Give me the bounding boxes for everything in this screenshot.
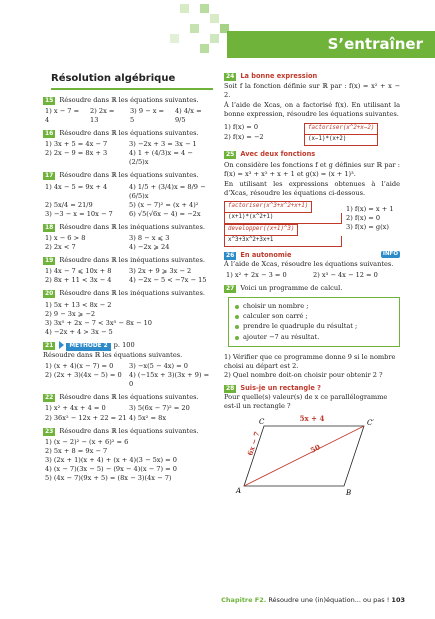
item: 3) 9 − x = 5 [129, 106, 165, 124]
item: 3) 5(6x − 7)² = 20 [129, 404, 190, 413]
label-diagonal: 50 [308, 442, 322, 455]
chapter-info [221, 596, 405, 605]
item: 2) 8x + 11 < 3x − 4 [45, 276, 112, 285]
exercise-24 [224, 72, 400, 146]
program-step: choisir un nombre ; [235, 302, 393, 311]
chapter-text: Résoudre une (in)équation... ou pas ! [268, 596, 390, 604]
exercise-28 [224, 384, 400, 504]
exercise-number: 16 [45, 130, 54, 138]
exercise-text: Résoudre dans ℝ les équations suivantes. [59, 129, 199, 138]
exercise-16 [43, 129, 213, 167]
program-step: calculer son carré ; [235, 312, 393, 321]
exercise-text: Résoudre dans ℝ les équations suivantes. [59, 426, 199, 435]
item: 4) 1 + (4/3)x = 4 − (2/5)x [129, 149, 193, 167]
exercise-number: 27 [226, 285, 235, 293]
exercise-number: 22 [45, 394, 54, 402]
exercise-number: 19 [45, 257, 54, 265]
question: 1) f(x) = 0 [224, 123, 259, 132]
program-step: ajouter −7 au résultat. [235, 333, 393, 342]
item: 3) (2x + 1)(x + 4) + (x + 4)(3 − 5x) = 0 [45, 455, 177, 464]
exercise-title: Suis-je un rectangle ? [240, 383, 321, 392]
exercise-26 [224, 251, 400, 280]
exercise-text: À l’aide de Xcas, on a factorisé f(x). En utilisant la bonne expression, résoudre les équations suivantes. [224, 101, 400, 119]
exercise-text: Résoudre dans ℝ les inéquations suivantes. [59, 289, 205, 298]
vertex-c-prime: C′ [367, 419, 374, 428]
item: 3) 3x⁵ + 2x − 7 < 3x⁵ − 8x − 10 [45, 318, 152, 327]
question: 1) f(x) = x + 1 [346, 204, 394, 213]
exercise-22 [43, 393, 213, 422]
xcas-result: (x+1)*(x^2+1) [224, 213, 342, 224]
item: 4) −2x ⩾ 24 [129, 243, 170, 252]
exercise-25 [224, 150, 400, 246]
item: 1) (x + 4)(x − 7) = 0 [45, 362, 114, 371]
item: 1) x − 6 > 8 [45, 234, 86, 243]
section-title: Résolution algébrique [51, 72, 213, 90]
exercise-number: 26 [226, 251, 235, 259]
item: 2) x³ − 4x − 12 = 0 [313, 271, 378, 280]
exercise-title: Avec deux fonctions [240, 150, 316, 159]
exercise-21 [43, 341, 213, 389]
item: 3) −3 − x = 10x − 7 [45, 209, 113, 218]
exercise-text: Résoudre dans ℝ les inéquations suivantes. [59, 222, 205, 231]
exercise-20 [43, 289, 213, 336]
arrow-icon [59, 341, 64, 349]
label-left: 6x − 7 [245, 430, 262, 457]
exercise-15 [43, 96, 213, 125]
item: 4) (−15x + 3)(3x + 9) = 0 [129, 371, 210, 389]
item: 3) 8 − x ⩽ 3 [129, 234, 170, 243]
exercise-number: 15 [45, 96, 54, 104]
exercise-text: Résoudre dans ℝ les équations suivantes. [43, 350, 183, 359]
item: 1) 4x − 5 = 9x + 4 [45, 182, 108, 191]
item: 2) 2x = 13 [90, 106, 115, 124]
item: 4) 4/x = 9/5 [174, 106, 202, 124]
page-header [0, 0, 435, 60]
exercise-number: 17 [45, 172, 54, 180]
right-column [224, 72, 400, 508]
item: 3) −x(5 − 4x) = 0 [129, 362, 188, 371]
xcas-result: (x−1)*(x+2) [304, 135, 378, 146]
exercise-text: Résoudre dans ℝ les équations suivantes. [59, 393, 199, 402]
item: 2) 2x − 9 = 8x + 3 [45, 149, 108, 158]
xcas-command: factoriser(x^2+x−2) [304, 123, 378, 135]
exercise-text: On considère les fonctions f et g définies sur ℝ par : f(x) = x³ + x² + x + 1 et g(x) = (x + 1)³. [224, 160, 400, 178]
item: 1) 5x + 13 < 8x − 2 [45, 300, 112, 309]
exercise-number: 20 [45, 290, 54, 298]
label-top: 5x + 4 [299, 414, 325, 424]
info-badge[interactable]: INFO [382, 250, 398, 257]
method-tag[interactable]: MÉTHODE 2 [66, 343, 110, 351]
page-title: S’entraîner [327, 35, 423, 53]
vertex-c: C [259, 418, 265, 427]
program-step: prendre le quadruple du résultat ; [235, 322, 393, 331]
left-column [43, 72, 213, 487]
question: 2) f(x) = 0 [346, 214, 381, 222]
vertex-b: B [346, 489, 352, 498]
exercise-17 [43, 171, 213, 218]
item: 1) 3x + 5 = 4x − 7 [45, 140, 108, 149]
xcas-result: x^3+3x^2+3x+1 [224, 236, 342, 247]
chapter-label: Chapitre F2. [221, 596, 267, 604]
item: 5) (x − 7)² = (x + 4)² [129, 200, 199, 209]
page-ref: p. 100 [113, 340, 135, 349]
exercise-text: En utilisant les expressions obtenues à l’aide d’Xcas, résoudre les équations ci-dessous. [224, 179, 400, 197]
question: 1) Vérifier que ce programme donne 9 si le nombre choisi au départ est 2. [224, 352, 396, 370]
exercise-text: Pour quelle(s) valeur(s) de x ce parallélogramme est-il un rectangle ? [224, 392, 388, 411]
exercise-text: Résoudre dans ℝ les équations suivantes. [59, 95, 199, 104]
xcas-command: factoriser(x^3+x^2+x+1) [224, 201, 312, 213]
item: 3) −2x + 3 = 3x − 1 [129, 140, 197, 149]
exercise-title: La bonne expression [240, 72, 318, 80]
question: 2) f(x) = −2 [224, 132, 264, 141]
exercise-number: 28 [226, 384, 235, 392]
exercise-number: 21 [45, 341, 54, 349]
item: 4) −2x + 4 > 3x − 5 [45, 327, 113, 336]
exercise-19 [43, 256, 213, 285]
parallelogram-figure [224, 411, 400, 501]
item: 2) (2x + 3)(4x − 5) = 0 [45, 371, 122, 380]
item: 4) −2x − 5 < −7x − 15 [129, 276, 207, 285]
exercise-number: 24 [226, 73, 235, 80]
item: 3) 2x + 9 ⩾ 3x − 2 [129, 267, 192, 276]
vertex-a: A [236, 487, 242, 496]
exercise-text: Résoudre dans ℝ les équations suivantes. [59, 171, 199, 180]
exercise-text: Soit f la fonction définie sur ℝ par : f(x) = x² + x − 2. [224, 82, 400, 100]
question: 3) f(x) = g(x) [346, 223, 389, 232]
exercise-text: Voici un programme de calcul. [240, 284, 343, 293]
item: 6) √5(√6x − 4) = −2x [129, 209, 201, 218]
item: 5) (4x − 7)(9x + 5) = (8x − 3)(4x − 7) [45, 474, 172, 483]
item: 1) x − 7 = 4 [45, 106, 80, 124]
item: 1) 4x − 7 ⩽ 10x + 8 [45, 267, 112, 276]
question: 2) Quel nombre doit-on choisir pour obtenir 2 ? [224, 370, 383, 379]
xcas-command: developper((x+1)^3) [224, 224, 298, 236]
item: 1) x² + 4x + 4 = 0 [45, 404, 106, 413]
exercise-number: 18 [45, 223, 54, 231]
calculation-program [228, 297, 400, 346]
decorative-grid [150, 0, 230, 58]
item: 4) (x − 7)(3x − 5) − (9x − 4)(x − 7) = 0 [45, 464, 177, 473]
exercise-text: Résoudre dans ℝ les inéquations suivantes. [59, 256, 205, 265]
exercise-27 [224, 284, 400, 380]
item: 2) 2x < 7 [45, 243, 76, 252]
exercise-text: À l’aide de Xcas, résoudre les équations suivantes. [224, 259, 394, 268]
item: 2) 5x/4 = 21/9 [45, 200, 93, 209]
item: 1) (x − 2)² − (x + 6)² = 6 [45, 437, 129, 446]
item: 4) 5x² = 8x [129, 413, 167, 422]
item: 1) x² + 2x − 3 = 0 [226, 271, 287, 280]
page-number: 103 [391, 596, 405, 604]
item: 2) 36x² − 12x + 22 = 21 [45, 413, 127, 422]
exercise-number: 23 [45, 427, 54, 435]
exercise-title: En autonomie [240, 250, 292, 259]
item: 4) 1/5 + (3/4)x = 8/9 − (6/5)x [129, 182, 206, 200]
exercise-23 [43, 427, 213, 484]
exercise-18 [43, 223, 213, 252]
item: 2) 5x + 8 = 9x − 7 [45, 446, 108, 455]
item: 2) 9 − 3x ⩾ −2 [45, 309, 96, 318]
diagonal [244, 426, 364, 486]
exercise-number: 25 [226, 151, 235, 159]
